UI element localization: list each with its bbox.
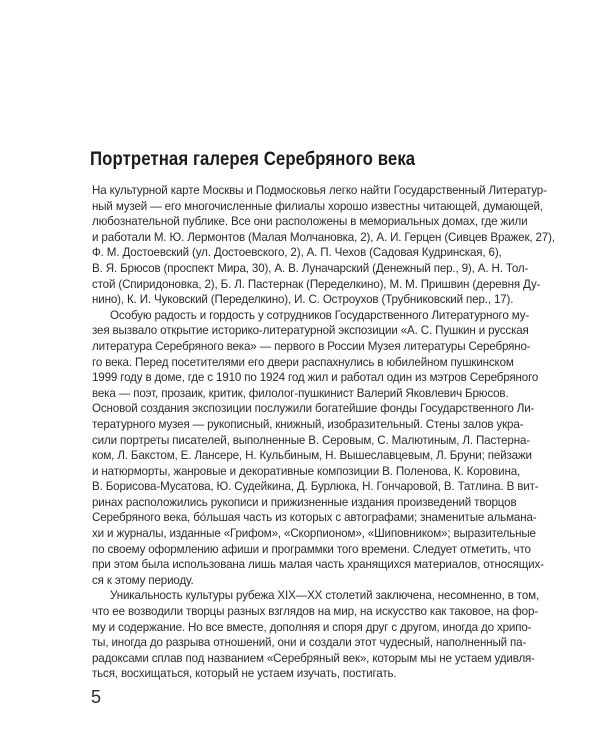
text-line: зея вызвало открытие историко-литературной экспозиции «А. С. Пушкин и русская: [92, 324, 529, 338]
text-line: Особую радость и гордость у сотрудников Государственного Литературного му-: [110, 308, 530, 322]
text-line: и натюрморты, жанровые и декоративные композиции В. Поленова, К. Коровина,: [92, 464, 521, 478]
paragraph-1: [92, 183, 555, 308]
text-line: сили портреты писателей, выполненные В. Серовым, С. Малютиным, Л. Пастерна-: [92, 433, 530, 447]
text-line: Серебряного века, бóльшая часть из которых с автографами; знаменитые альмана-: [92, 511, 537, 525]
text-line: нино), К. И. Чуковский (Переделкино), И. С. Остроухов (Трубниковский пер., 17).: [92, 293, 514, 307]
text-line: радоксами сплав под названием «Серебряный век», которым мы не устаем удивля-: [92, 651, 535, 665]
text-line: тературного музея — рукописный, книжный, изобразительный. Стены залов укра-: [92, 417, 524, 431]
body-text: [92, 183, 555, 682]
text-line: В. Я. Брюсов (проспект Мира, 30), А. В. Луначарский (Денежный пер., 9), А. Н. Тол-: [92, 261, 529, 275]
text-line: любознательной публике. Все они расположены в мемориальных домах, где жили: [92, 215, 528, 229]
section-title: Портретная галерея Серебряного века: [90, 148, 416, 170]
paragraph-2: [92, 308, 544, 589]
text-line: литература Серебряного века» — первого в России Музея литературы Серебряно-: [92, 339, 531, 353]
text-line: стой (Спиридоновка, 2), Б. Л. Пастернак (Переделкино), М. М. Пришвин (деревня Ду-: [92, 277, 541, 291]
text-line: что ее возводили творцы разных взглядов на мир, на искусство как таковое, на фор-: [92, 605, 538, 619]
text-line: ты, иногда до разрыва отношений, они и создали этот чудесный, наполненный па-: [92, 636, 527, 650]
text-line: В. Борисова-Мусатова, Ю. Судейкина, Д. Бурлюка, Н. Гончаровой, В. Татлина. В вит-: [92, 480, 539, 494]
text-line: по своему оформлению афиши и программки того времени. Следует отметить, что: [92, 542, 531, 556]
text-line: Уникальность культуры рубежа XIX—XX столетий заключена, несомненно, в том,: [110, 589, 540, 603]
page-number: 5: [91, 687, 102, 707]
text-line: ком, Л. Бакстом, Е. Лансере, Н. Кульбиным, Н. Вышеславцевым, Л. Бруни; пейзажи: [92, 449, 532, 463]
text-line: ся к этому периоду.: [92, 573, 194, 587]
text-line: века — поэт, прозаик, критик, филолог-пушкинист Валерий Яковлевич Брюсов.: [92, 386, 509, 400]
text-line: 1999 году в доме, где с 1910 по 1924 год жил и работал один из мэтров Серебряного: [92, 371, 539, 385]
text-line: ный музей — его многочисленные филиалы хорошо известны читающей, думающей,: [92, 199, 543, 213]
text-line: хи и журналы, изданные «Грифом», «Скорпионом», «Шиповником»; выразительные: [92, 527, 536, 541]
text-line: На культурной карте Москвы и Подмосковья легко найти Государственный Литератур-: [92, 184, 547, 197]
text-line: при этом была использована лишь малая часть хранящихся материалов, относящих-: [92, 558, 544, 572]
text-line: го века. Перед посетителями его двери распахнулись в юбилейном пушкинском: [92, 355, 514, 369]
text-line: и работали М. Ю. Лермонтов (Малая Молчановка, 2), А. И. Герцен (Сивцев Вражек, 27),: [92, 230, 555, 244]
text-line: Основой создания экспозиции послужили богатейшие фонды Государственного Ли-: [92, 402, 535, 416]
paragraph-3: [92, 588, 540, 682]
text-line: Ф. М. Достоевский (ул. Достоевского, 2), А. П. Чехов (Садовая Кудринская, 6),: [92, 246, 502, 260]
text-line: ринах расположились рукописи и прижизненные издания произведений творцов: [92, 495, 517, 509]
text-line: ться, восхищаться, который не устаем изучать, постигать.: [92, 667, 397, 681]
text-line: му и содержание. Но все вместе, дополняя и споря друг с другом, иногда до хрипо-: [92, 620, 532, 634]
